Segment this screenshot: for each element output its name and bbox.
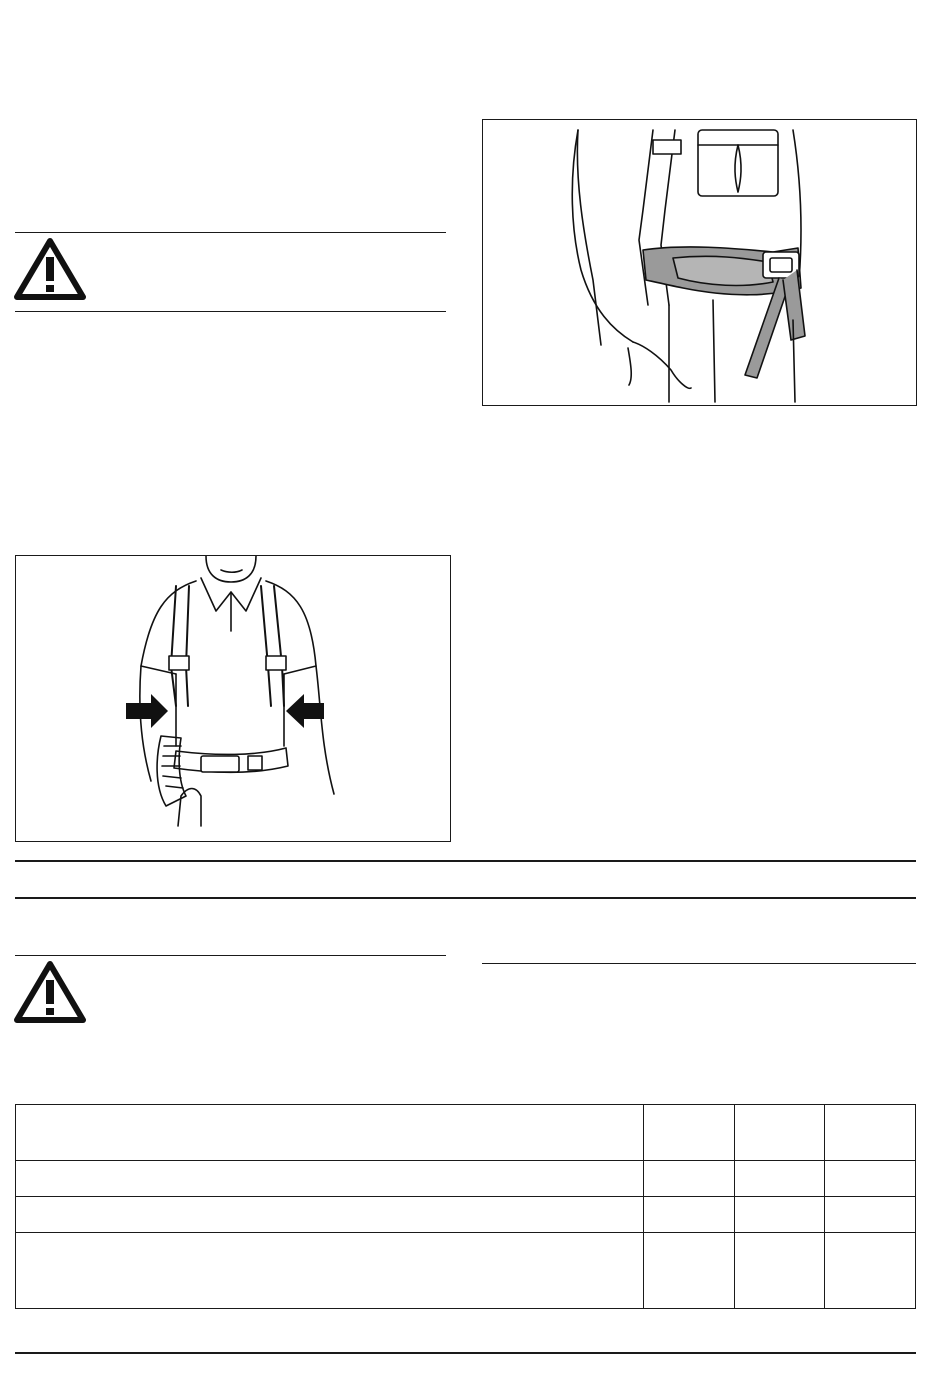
section-top-rule [15,860,916,862]
table-cell [16,1105,644,1161]
warning2-top-rule [15,955,446,956]
figure-hip-belt [482,119,917,406]
table-cell [16,1197,644,1233]
table-cell [734,1197,825,1233]
table-cell [643,1105,734,1161]
table-cell [825,1233,916,1309]
warning-bottom-rule [15,311,446,312]
table-row [16,1197,916,1233]
figure-harness-front [15,555,451,842]
maintenance-table [15,1104,916,1309]
table-row [16,1105,916,1161]
table-cell [16,1161,644,1197]
section-bottom-rule [15,897,916,899]
table-row [16,1161,916,1197]
warning-triangle-icon [14,237,86,301]
table-cell [825,1197,916,1233]
right-column-rule [482,963,916,964]
table-cell [643,1197,734,1233]
warning-triangle-icon [14,960,86,1024]
table-cell [825,1105,916,1161]
warning-top-rule [15,232,446,233]
footer-rule [15,1352,916,1354]
table-cell [734,1161,825,1197]
table-cell [643,1233,734,1309]
table-cell [16,1233,644,1309]
table-cell [825,1161,916,1197]
table-cell [643,1161,734,1197]
table-cell [734,1105,825,1161]
table-row [16,1233,916,1309]
table-cell [734,1233,825,1309]
